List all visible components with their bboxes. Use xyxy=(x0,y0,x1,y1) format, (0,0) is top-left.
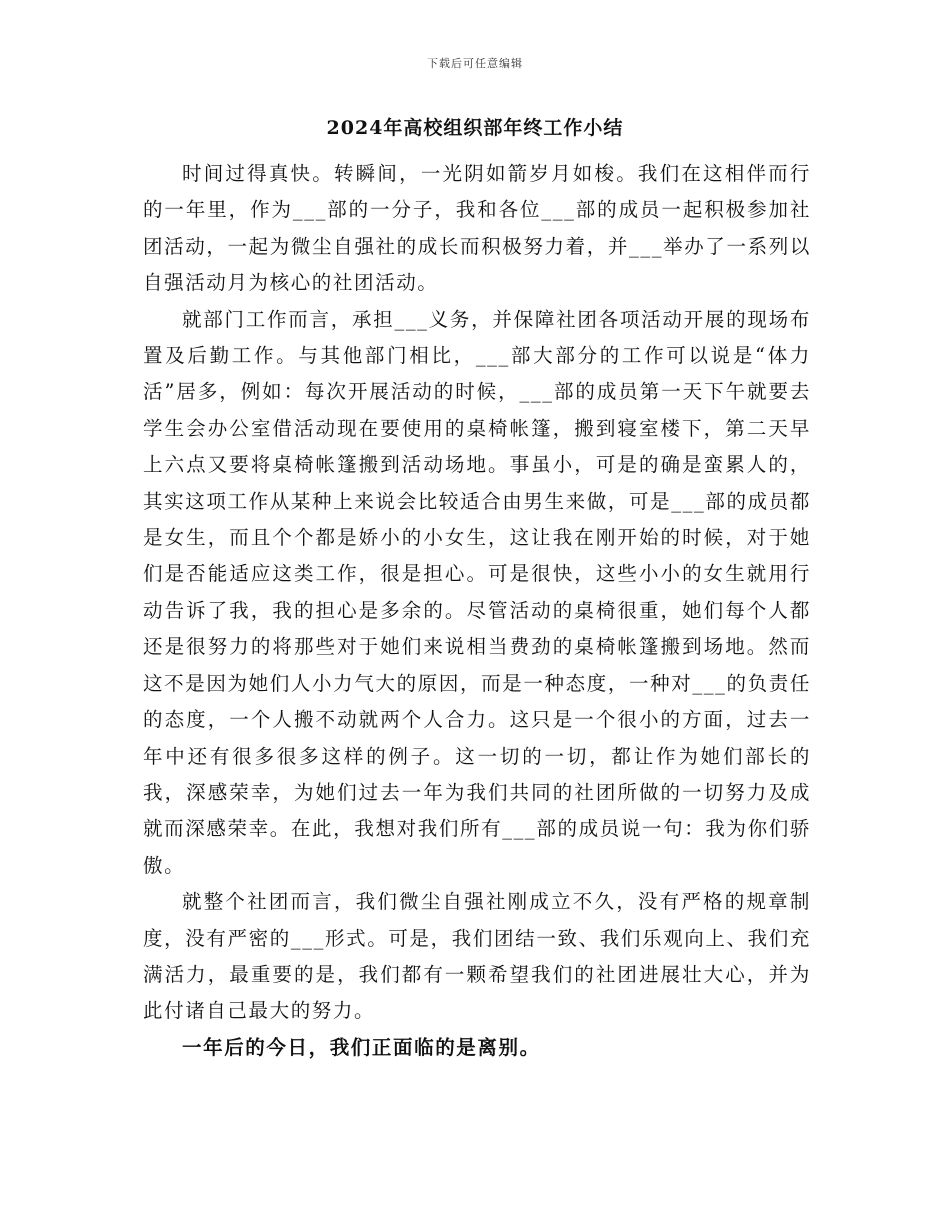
paragraph-department-work: 就部门工作而言，承担___义务，并保障社团各项活动开展的现场布置及后勤工作。与其他部门相比，___部大部分的工作可以说是“体力活”居多，例如：每次开展活动的时候，___部的成员第一天下午就要去学生会办公室借活动现在要使用的桌椅帐篷，搬到寝室楼下，第二天早上六点又要将桌椅帐篷搬到活动场地。事虽小，可是的确是蛮累人的，其实这项工作从某种上来说会比较适合由男生来做，可是___部的成员都是女生，而且个个都是娇小的小女生，这让我在刚开始的时候，对于她们是否能适应这类工作，很是担心。可是很快，这些小小的女生就用行动告诉了我，我的担心是多余的。尽管活动的桌椅很重，她们每个人都还是很努力的将那些对于她们来说相当费劲的桌椅帐篷搬到场地。然而这不是因为她们人小力气大的原因，而是一种态度，一种对___的负责任的态度，一个人搬不动就两个人合力。这只是一个很小的方面，过去一年中还有很多很多这样的例子。这一切的一切，都让作为她们部长的我，深感荣幸，为她们过去一年为我们共同的社团所做的一切努力及成就而深感荣幸。在此，我想对我们所有___部的成员说一句：我为你们骄傲。 xyxy=(143,307,811,877)
document-body xyxy=(143,156,811,1066)
paragraph-intro: 时间过得真快。转瞬间，一光阴如箭岁月如梭。我们在这相伴而行的一年里，作为___部的一分子，我和各位___部的成员一起积极参加社团活动，一起为微尘自强社的成长而积极努力着，并___举办了一系列以自强活动月为核心的社团活动。 xyxy=(143,162,811,295)
header-note: 下载后可任意编辑 xyxy=(427,57,523,70)
document-title: 2024年高校组织部年终工作小结 xyxy=(326,117,624,139)
paragraph-society-overall: 就整个社团而言，我们微尘自强社刚成立不久，没有严格的规章制度，没有严密的___形式。可是，我们团结一致、我们乐观向上、我们充满活力，最重要的是，我们都有一颗希望我们的社团进展壮大心，并为此付诸自己最大的努力。 xyxy=(143,890,811,1023)
paragraph-farewell: 一年后的今日，我们正面临的是离别。 xyxy=(182,1035,541,1059)
